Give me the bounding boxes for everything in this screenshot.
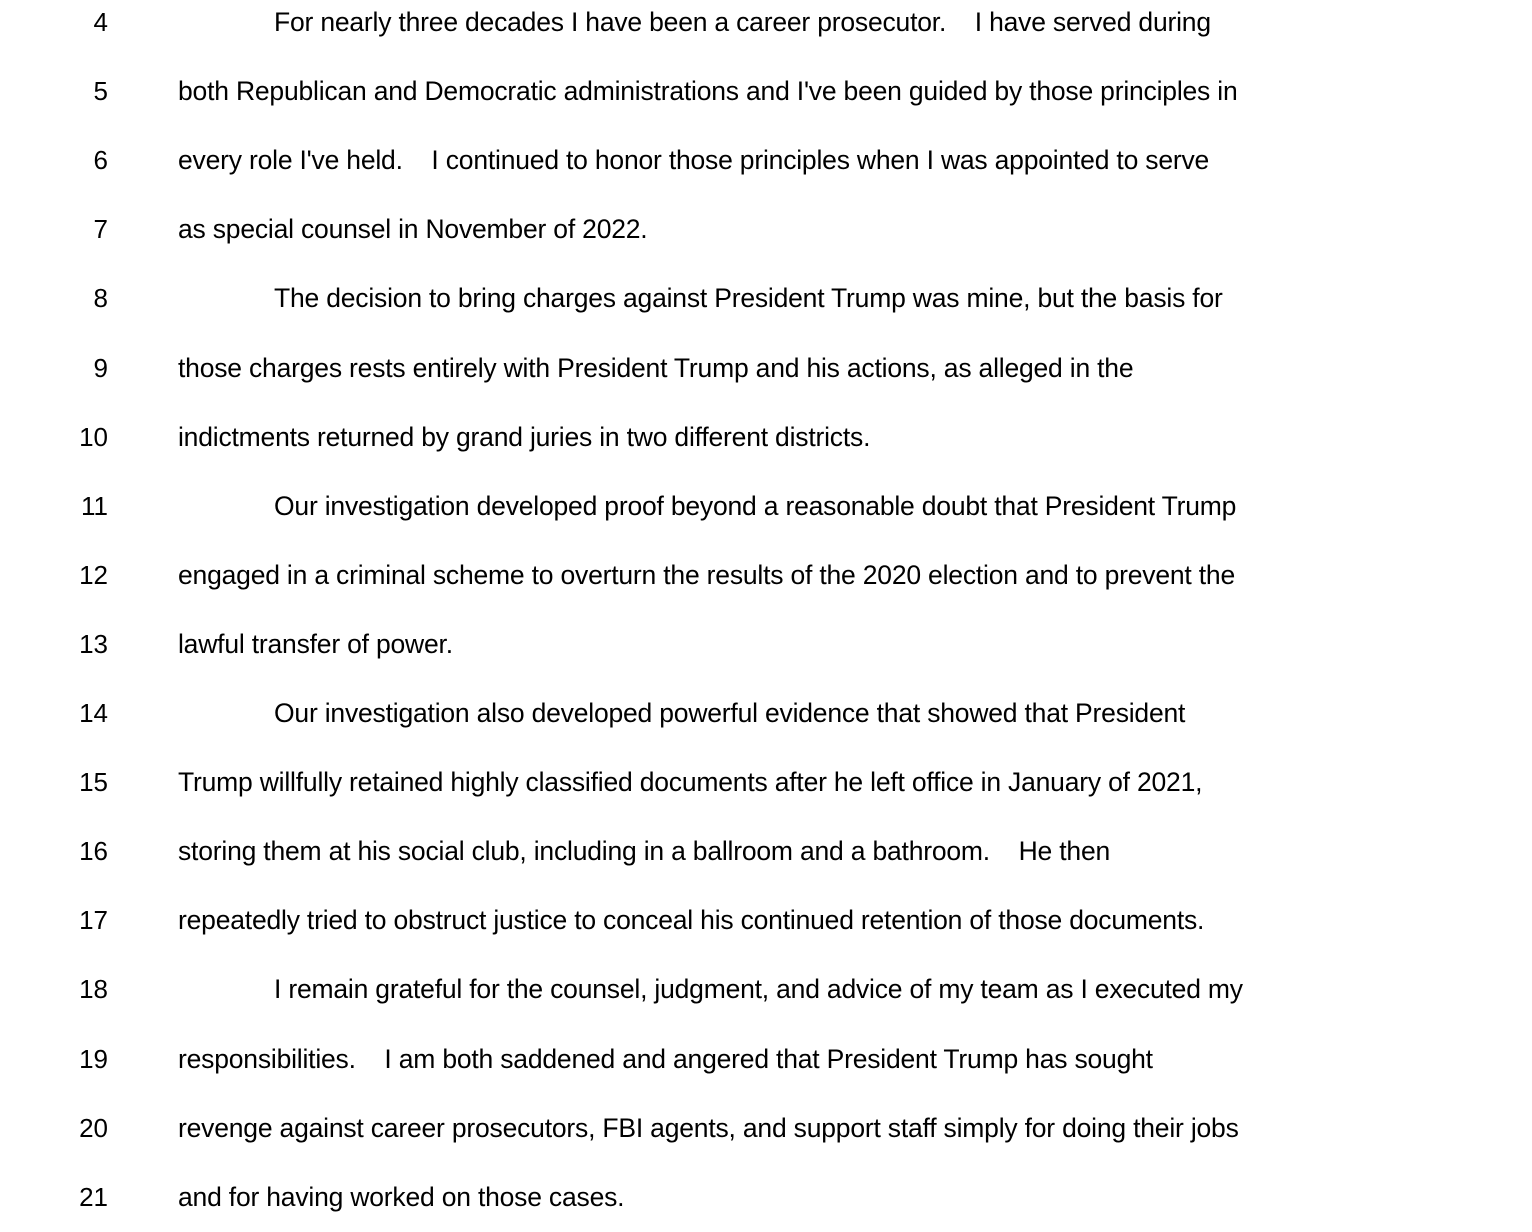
line-number: 9 <box>93 352 108 383</box>
line-number: 12 <box>79 559 108 590</box>
transcript-line <box>0 831 1532 871</box>
line-number: 7 <box>93 214 108 245</box>
line-number: 14 <box>79 698 108 728</box>
line-text: and for having worked on those cases. <box>178 1181 625 1212</box>
transcript-line <box>0 209 1532 249</box>
line-number: 11 <box>81 490 108 521</box>
line-number: 5 <box>93 76 108 107</box>
line-text: those charges rests entirely with President Trump and his actions, as alleged in the <box>178 352 1134 383</box>
line-text: indictments returned by grand juries in two different districts. <box>178 421 871 452</box>
line-number: 20 <box>79 1112 108 1143</box>
transcript-line <box>0 900 1532 940</box>
transcript-line <box>0 417 1532 457</box>
line-number: 13 <box>79 628 108 659</box>
line-number: 6 <box>93 145 108 176</box>
line-text: I remain grateful for the counsel, judgment, and advice of my team as I executed my <box>274 974 1243 1005</box>
line-number: 15 <box>79 767 108 798</box>
line-text: repeatedly tried to obstruct justice to conceal his continued retention of those documents. <box>178 905 1205 936</box>
line-number: 16 <box>79 836 108 867</box>
transcript-line <box>0 278 1532 318</box>
line-text: as special counsel in November of 2022. <box>178 214 648 245</box>
transcript-line <box>0 2 1532 42</box>
transcript-line <box>0 693 1532 733</box>
line-number: 17 <box>79 905 108 936</box>
line-text: storing them at his social club, including in a ballroom and a bathroom. He then <box>178 836 1111 867</box>
line-text: both Republican and Democratic administrations and I've been guided by those principles in <box>178 76 1238 107</box>
line-text: engaged in a criminal scheme to overturn the results of the 2020 election and to prevent the <box>178 559 1235 590</box>
transcript-line <box>0 1039 1532 1079</box>
transcript-line <box>0 348 1532 388</box>
line-text: The decision to bring charges against President Trump was mine, but the basis for <box>274 283 1223 314</box>
line-text: For nearly three decades I have been a career prosecutor. I have served during <box>274 7 1211 37</box>
line-number: 4 <box>93 7 108 37</box>
transcript-line <box>0 624 1532 664</box>
transcript-line <box>0 969 1532 1009</box>
transcript-line <box>0 762 1532 802</box>
line-number: 8 <box>93 283 108 314</box>
line-text: every role I've held. I continued to honor those principles when I was appointed to serve <box>178 145 1210 176</box>
transcript-line <box>0 486 1532 526</box>
transcript-line <box>0 1108 1532 1148</box>
line-number: 21 <box>79 1181 108 1212</box>
line-text: revenge against career prosecutors, FBI agents, and support staff simply for doing their jobs <box>178 1112 1239 1143</box>
line-number: 18 <box>79 974 108 1005</box>
line-number: 19 <box>79 1043 108 1074</box>
transcript-line <box>0 1177 1532 1217</box>
line-text: Our investigation developed proof beyond a reasonable doubt that President Trump <box>274 490 1237 521</box>
transcript-line <box>0 71 1532 111</box>
line-number: 10 <box>79 421 108 452</box>
transcript-line <box>0 555 1532 595</box>
line-text: responsibilities. I am both saddened and angered that President Trump has sought <box>178 1043 1153 1074</box>
line-text: Our investigation also developed powerful evidence that showed that President <box>274 698 1186 728</box>
line-text: Trump willfully retained highly classified documents after he left office in January of 2021, <box>178 767 1203 798</box>
line-text: lawful transfer of power. <box>178 628 453 659</box>
transcript-line <box>0 140 1532 180</box>
